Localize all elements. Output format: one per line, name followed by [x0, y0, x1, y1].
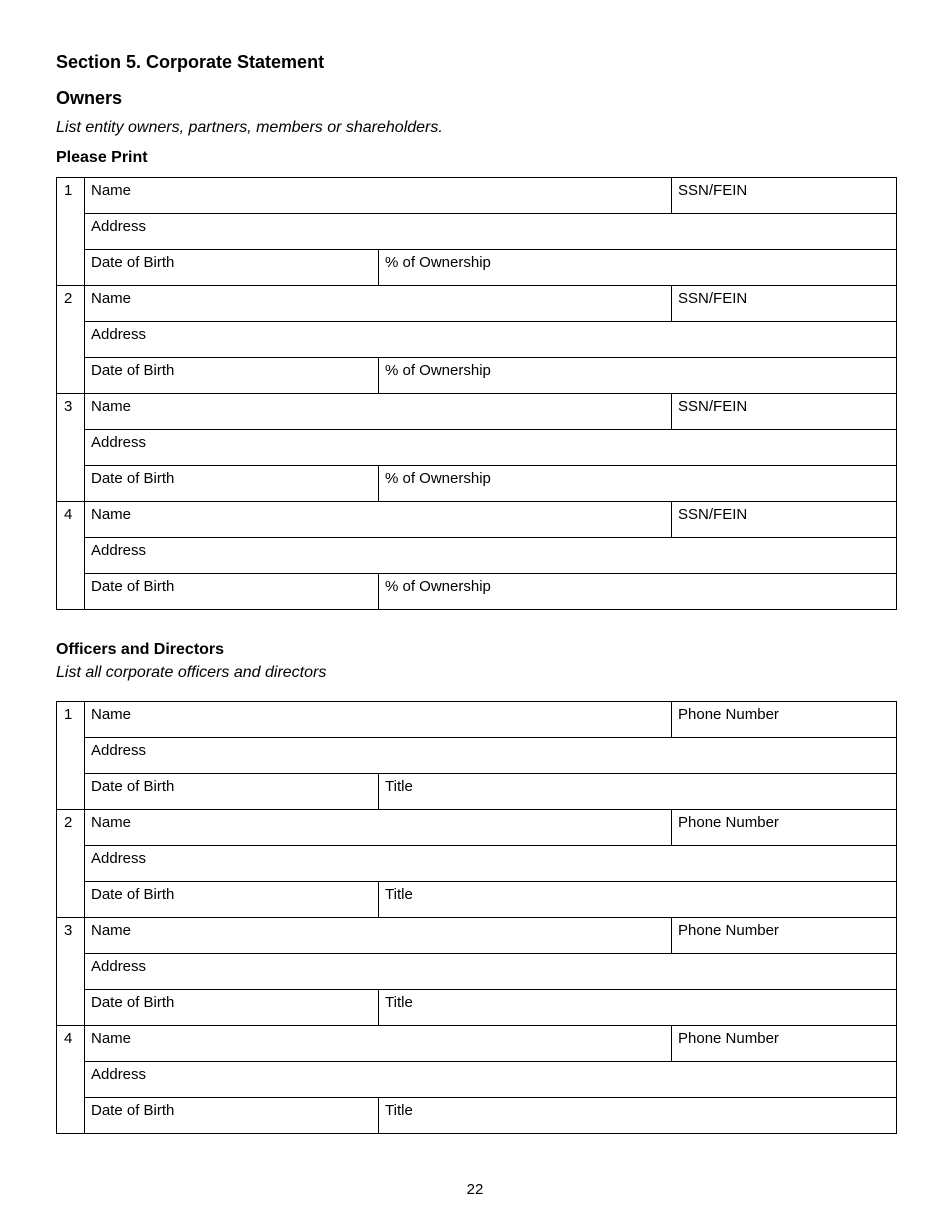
- dob-label: Date of Birth: [91, 778, 175, 795]
- title-label: Title: [385, 778, 413, 795]
- ownership-label: % of Ownership: [385, 362, 491, 379]
- ownership-label: % of Ownership: [385, 578, 491, 595]
- owner-number: 1: [57, 178, 85, 286]
- owner-address-field[interactable]: [85, 538, 897, 574]
- ownership-label: % of Ownership: [385, 254, 491, 271]
- officer-name-field[interactable]: [85, 918, 672, 954]
- owner-ssn-field[interactable]: [672, 394, 897, 430]
- officer-title-field[interactable]: [379, 990, 897, 1026]
- title-label: Title: [385, 1102, 413, 1119]
- owner-ownership-field[interactable]: [379, 250, 897, 286]
- officer-number: 3: [57, 918, 85, 1026]
- owners-heading: Owners: [56, 88, 123, 108]
- officer-address-field[interactable]: [85, 954, 897, 990]
- owner-ssn-field[interactable]: [672, 178, 897, 214]
- name-label: Name: [91, 814, 132, 831]
- dob-label: Date of Birth: [91, 994, 175, 1011]
- address-label: Address: [91, 850, 147, 867]
- name-label: Name: [91, 182, 132, 199]
- dob-label: Date of Birth: [91, 578, 175, 595]
- owners-table: [56, 177, 897, 610]
- officer-address-field[interactable]: [85, 846, 897, 882]
- officer-number: 2: [57, 810, 85, 918]
- print-note: Please Print: [56, 149, 148, 166]
- title-label: Title: [385, 886, 413, 903]
- officer-dob-field[interactable]: [85, 774, 379, 810]
- ownership-label: % of Ownership: [385, 470, 491, 487]
- officer-phone-field[interactable]: [672, 918, 897, 954]
- owner-address-field[interactable]: [85, 214, 897, 250]
- officer-address-field[interactable]: [85, 738, 897, 774]
- owner-name-field[interactable]: [85, 394, 672, 430]
- owner-number: 2: [57, 286, 85, 394]
- officer-name-field[interactable]: [85, 810, 672, 846]
- owner-ssn-field[interactable]: [672, 286, 897, 322]
- dob-label: Date of Birth: [91, 254, 175, 271]
- page-number: 22: [466, 1181, 484, 1198]
- dob-label: Date of Birth: [91, 362, 175, 379]
- name-label: Name: [91, 398, 132, 415]
- officer-number: 4: [57, 1026, 85, 1134]
- officer-dob-field[interactable]: [85, 882, 379, 918]
- phone-label: Phone Number: [678, 706, 779, 723]
- name-label: Name: [91, 706, 132, 723]
- ssn-label: SSN/FEIN: [678, 398, 748, 415]
- officer-phone-field[interactable]: [672, 1026, 897, 1062]
- owner-dob-field[interactable]: [85, 466, 379, 502]
- officer-title-field[interactable]: [379, 1098, 897, 1134]
- address-label: Address: [91, 218, 147, 235]
- ssn-label: SSN/FEIN: [678, 290, 748, 307]
- dob-label: Date of Birth: [91, 886, 175, 903]
- officers-table: [56, 701, 897, 1134]
- name-label: Name: [91, 1030, 132, 1047]
- owner-ownership-field[interactable]: [379, 574, 897, 610]
- phone-label: Phone Number: [678, 922, 779, 939]
- dob-label: Date of Birth: [91, 1102, 175, 1119]
- dob-label: Date of Birth: [91, 470, 175, 487]
- phone-label: Phone Number: [678, 814, 779, 831]
- owners-instructions: List entity owners, partners, members or shareholders.: [56, 119, 443, 136]
- name-label: Name: [91, 922, 132, 939]
- officer-title-field[interactable]: [379, 774, 897, 810]
- officer-phone-field[interactable]: [672, 702, 897, 738]
- ssn-label: SSN/FEIN: [678, 506, 748, 523]
- address-label: Address: [91, 742, 147, 759]
- officer-title-field[interactable]: [379, 882, 897, 918]
- address-label: Address: [91, 958, 147, 975]
- title-label: Title: [385, 994, 413, 1011]
- owner-ownership-field[interactable]: [379, 358, 897, 394]
- address-label: Address: [91, 542, 147, 559]
- owner-address-field[interactable]: [85, 430, 897, 466]
- owner-dob-field[interactable]: [85, 574, 379, 610]
- owner-name-field[interactable]: [85, 502, 672, 538]
- name-label: Name: [91, 506, 132, 523]
- officer-name-field[interactable]: [85, 1026, 672, 1062]
- address-label: Address: [91, 434, 147, 451]
- address-label: Address: [91, 326, 147, 343]
- officers-heading: Officers and Directors: [56, 641, 225, 658]
- officer-number: 1: [57, 702, 85, 810]
- officer-name-field[interactable]: [85, 702, 672, 738]
- owner-ssn-field[interactable]: [672, 502, 897, 538]
- address-label: Address: [91, 1066, 147, 1083]
- owner-address-field[interactable]: [85, 322, 897, 358]
- owner-dob-field[interactable]: [85, 250, 379, 286]
- officer-dob-field[interactable]: [85, 990, 379, 1026]
- officer-dob-field[interactable]: [85, 1098, 379, 1134]
- owner-dob-field[interactable]: [85, 358, 379, 394]
- name-label: Name: [91, 290, 132, 307]
- ssn-label: SSN/FEIN: [678, 182, 748, 199]
- owner-name-field[interactable]: [85, 178, 672, 214]
- owner-ownership-field[interactable]: [379, 466, 897, 502]
- owner-number: 3: [57, 394, 85, 502]
- officers-instructions: List all corporate officers and directors: [56, 664, 327, 681]
- officer-phone-field[interactable]: [672, 810, 897, 846]
- owner-name-field[interactable]: [85, 286, 672, 322]
- owner-number: 4: [57, 502, 85, 610]
- section-title: Section 5. Corporate Statement: [56, 52, 325, 72]
- officer-address-field[interactable]: [85, 1062, 897, 1098]
- phone-label: Phone Number: [678, 1030, 779, 1047]
